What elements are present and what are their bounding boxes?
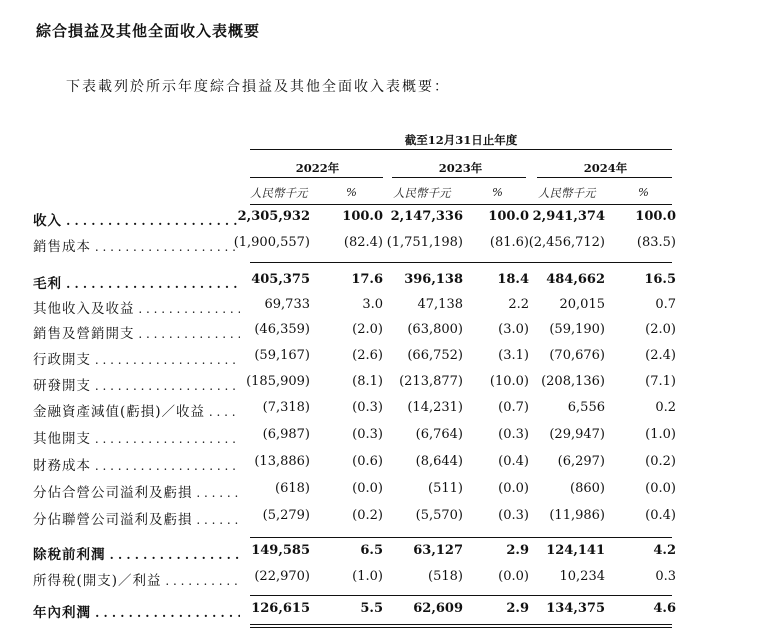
cell-percent-2022: (0.6) [352,454,383,469]
cell-percent-2023: (81.6) [489,235,529,250]
row-label: 研發開支 . . . [33,374,240,394]
table-row [0,543,768,569]
cell-percent-2024: 4.6 [653,601,676,616]
cell-amount-2022: (46,359) [254,322,310,337]
row-label: 分佔聯營公司溢利及虧損 . . . [33,508,240,528]
row-label: 除稅前利潤 . . . [33,543,240,563]
cell-percent-2023: (0.4) [498,454,529,469]
cell-percent-2022: (0.2) [352,508,383,523]
cell-percent-2023: (0.3) [498,427,529,442]
cell-percent-2024: (2.4) [645,348,676,363]
cell-percent-2023: (0.3) [498,508,529,523]
unit-amount-2022: 人民幣千元 [250,186,308,200]
cell-amount-2022: (7,318) [262,400,310,415]
cell-percent-2023: (0.0) [498,481,529,496]
cell-amount-2024: 10,234 [559,569,605,584]
cell-percent-2023: 2.2 [508,297,529,312]
cell-percent-2024: (0.4) [645,508,676,523]
subtotal-rule-profit [250,595,672,596]
cell-percent-2022: (2.0) [352,322,383,337]
year-header-2023: 2023年 [438,161,483,175]
row-label: 毛利 . . . [33,272,240,292]
cell-percent-2023: 2.9 [506,543,529,558]
total-rule-1 [250,624,672,625]
cell-amount-2022: (618) [275,481,310,496]
cell-percent-2024: (0.2) [645,454,676,469]
table-row [0,427,768,453]
cell-amount-2022: (13,886) [254,454,310,469]
table-row [0,322,768,348]
cell-amount-2024: (6,297) [557,454,605,469]
cell-percent-2024: 0.3 [655,569,676,584]
table-row [0,348,768,374]
cell-percent-2022: (1.0) [352,569,383,584]
table-row [0,374,768,400]
cell-amount-2024: 20,015 [559,297,605,312]
cell-amount-2024: (11,986) [549,508,605,523]
cell-percent-2023: (3.0) [498,322,529,337]
cell-percent-2023: 100.0 [488,209,529,224]
table-row [0,272,768,298]
cell-amount-2024: (208,136) [541,374,605,389]
cell-percent-2024: 4.2 [653,543,676,558]
table-row [0,481,768,507]
cell-amount-2022: 149,585 [251,543,310,558]
cell-percent-2024: 16.5 [644,272,676,287]
table-row [0,209,768,235]
row-label: 金融資產減值(虧損)／收益 . . . [33,400,240,420]
cell-percent-2022: (8.1) [352,374,383,389]
cell-percent-2024: (1.0) [645,427,676,442]
intro-text: 下表載列於所示年度綜合損益及其他全面收入表概要： [66,79,450,95]
cell-percent-2022: (82.4) [343,235,383,250]
year-header-2024: 2024年 [583,161,628,175]
cell-percent-2024: (7.1) [645,374,676,389]
unit-percent-2023: % [492,185,503,199]
unit-amount-2024: 人民幣千元 [538,186,596,200]
cell-percent-2022: 3.0 [362,297,383,312]
cell-amount-2023: (66,752) [407,348,463,363]
cell-amount-2022: (6,987) [262,427,310,442]
cell-percent-2022: (0.0) [352,481,383,496]
row-label: 其他收入及收益 . . . [33,297,240,317]
row-label: 銷售及營銷開支 . . . [33,322,240,342]
subtotal-rule-gross-profit [250,262,672,263]
cell-percent-2022: 17.6 [351,272,383,287]
cell-amount-2022: (1,900,557) [233,235,310,250]
cell-amount-2024: 2,941,374 [532,209,605,224]
cell-amount-2022: 405,375 [251,272,310,287]
cell-percent-2023: 2.9 [506,601,529,616]
cell-amount-2023: 47,138 [417,297,463,312]
cell-amount-2024: (29,947) [549,427,605,442]
cell-percent-2024: 0.7 [655,297,676,312]
year-rule-2023 [392,177,526,178]
total-rule-2 [250,627,672,628]
subtotal-rule-pretax [250,537,672,538]
cell-amount-2023: (511) [428,481,463,496]
cell-percent-2022: 6.5 [360,543,383,558]
cell-percent-2023: (3.1) [498,348,529,363]
cell-amount-2023: 396,138 [404,272,463,287]
cell-amount-2022: (22,970) [254,569,310,584]
cell-percent-2022: 5.5 [360,601,383,616]
cell-amount-2023: (5,570) [415,508,463,523]
table-row [0,508,768,534]
cell-amount-2023: (63,800) [407,322,463,337]
year-header-2022: 2022年 [295,161,340,175]
row-label: 收入 . . . [33,209,240,229]
cell-amount-2024: 6,556 [567,400,605,415]
unit-percent-2024: % [638,185,649,199]
column-units-rule [250,204,672,205]
cell-percent-2024: 100.0 [635,209,676,224]
cell-percent-2022: (0.3) [352,427,383,442]
table-row [0,454,768,480]
cell-amount-2022: 2,305,932 [237,209,310,224]
table-row [0,569,768,595]
cell-amount-2022: 126,615 [251,601,310,616]
cell-amount-2023: (1,751,198) [386,235,463,250]
cell-percent-2024: (83.5) [636,235,676,250]
table-row [0,235,768,261]
year-rule-2022 [250,177,383,178]
table-row [0,297,768,323]
header-rule [250,149,672,150]
year-rule-2024 [537,177,672,178]
cell-amount-2024: (59,190) [549,322,605,337]
cell-percent-2024: (0.0) [645,481,676,496]
row-label: 其他開支 . . . [33,427,240,447]
cell-amount-2023: (8,644) [415,454,463,469]
cell-amount-2023: (14,231) [407,400,463,415]
cell-amount-2024: 124,141 [546,543,605,558]
row-label: 年內利潤 . . . [33,601,240,621]
row-label: 行政開支 . . . [33,348,240,368]
cell-percent-2022: (2.6) [352,348,383,363]
unit-percent-2022: % [346,185,357,199]
cell-percent-2022: 100.0 [342,209,383,224]
table-row [0,400,768,426]
cell-amount-2024: (70,676) [549,348,605,363]
cell-percent-2023: (0.7) [498,400,529,415]
row-label: 財務成本 . . . [33,454,240,474]
cell-percent-2023: (0.0) [498,569,529,584]
cell-amount-2022: (5,279) [262,508,310,523]
cell-amount-2024: 484,662 [546,272,605,287]
unit-amount-2023: 人民幣千元 [393,186,451,200]
cell-amount-2022: 69,733 [264,297,310,312]
period-header: 截至12月31日止年度 [404,133,518,147]
row-label: 所得稅(開支)／利益 . . . [33,569,240,589]
cell-amount-2024: (2,456,712) [528,235,605,250]
cell-amount-2023: (213,877) [399,374,463,389]
cell-percent-2023: 18.4 [497,272,529,287]
cell-percent-2024: 0.2 [655,400,676,415]
cell-percent-2024: (2.0) [645,322,676,337]
cell-percent-2023: (10.0) [489,374,529,389]
cell-amount-2023: (518) [428,569,463,584]
cell-amount-2024: 134,375 [546,601,605,616]
cell-amount-2023: 63,127 [413,543,463,558]
page-title: 綜合損益及其他全面收入表概要 [36,22,261,40]
row-label: 銷售成本 . . . [33,235,240,255]
cell-percent-2022: (0.3) [352,400,383,415]
cell-amount-2023: 62,609 [413,601,463,616]
cell-amount-2024: (860) [570,481,605,496]
row-label: 分佔合營公司溢利及虧損 . . . [33,481,240,501]
cell-amount-2022: (185,909) [246,374,310,389]
cell-amount-2023: 2,147,336 [390,209,463,224]
cell-amount-2022: (59,167) [254,348,310,363]
cell-amount-2023: (6,764) [415,427,463,442]
